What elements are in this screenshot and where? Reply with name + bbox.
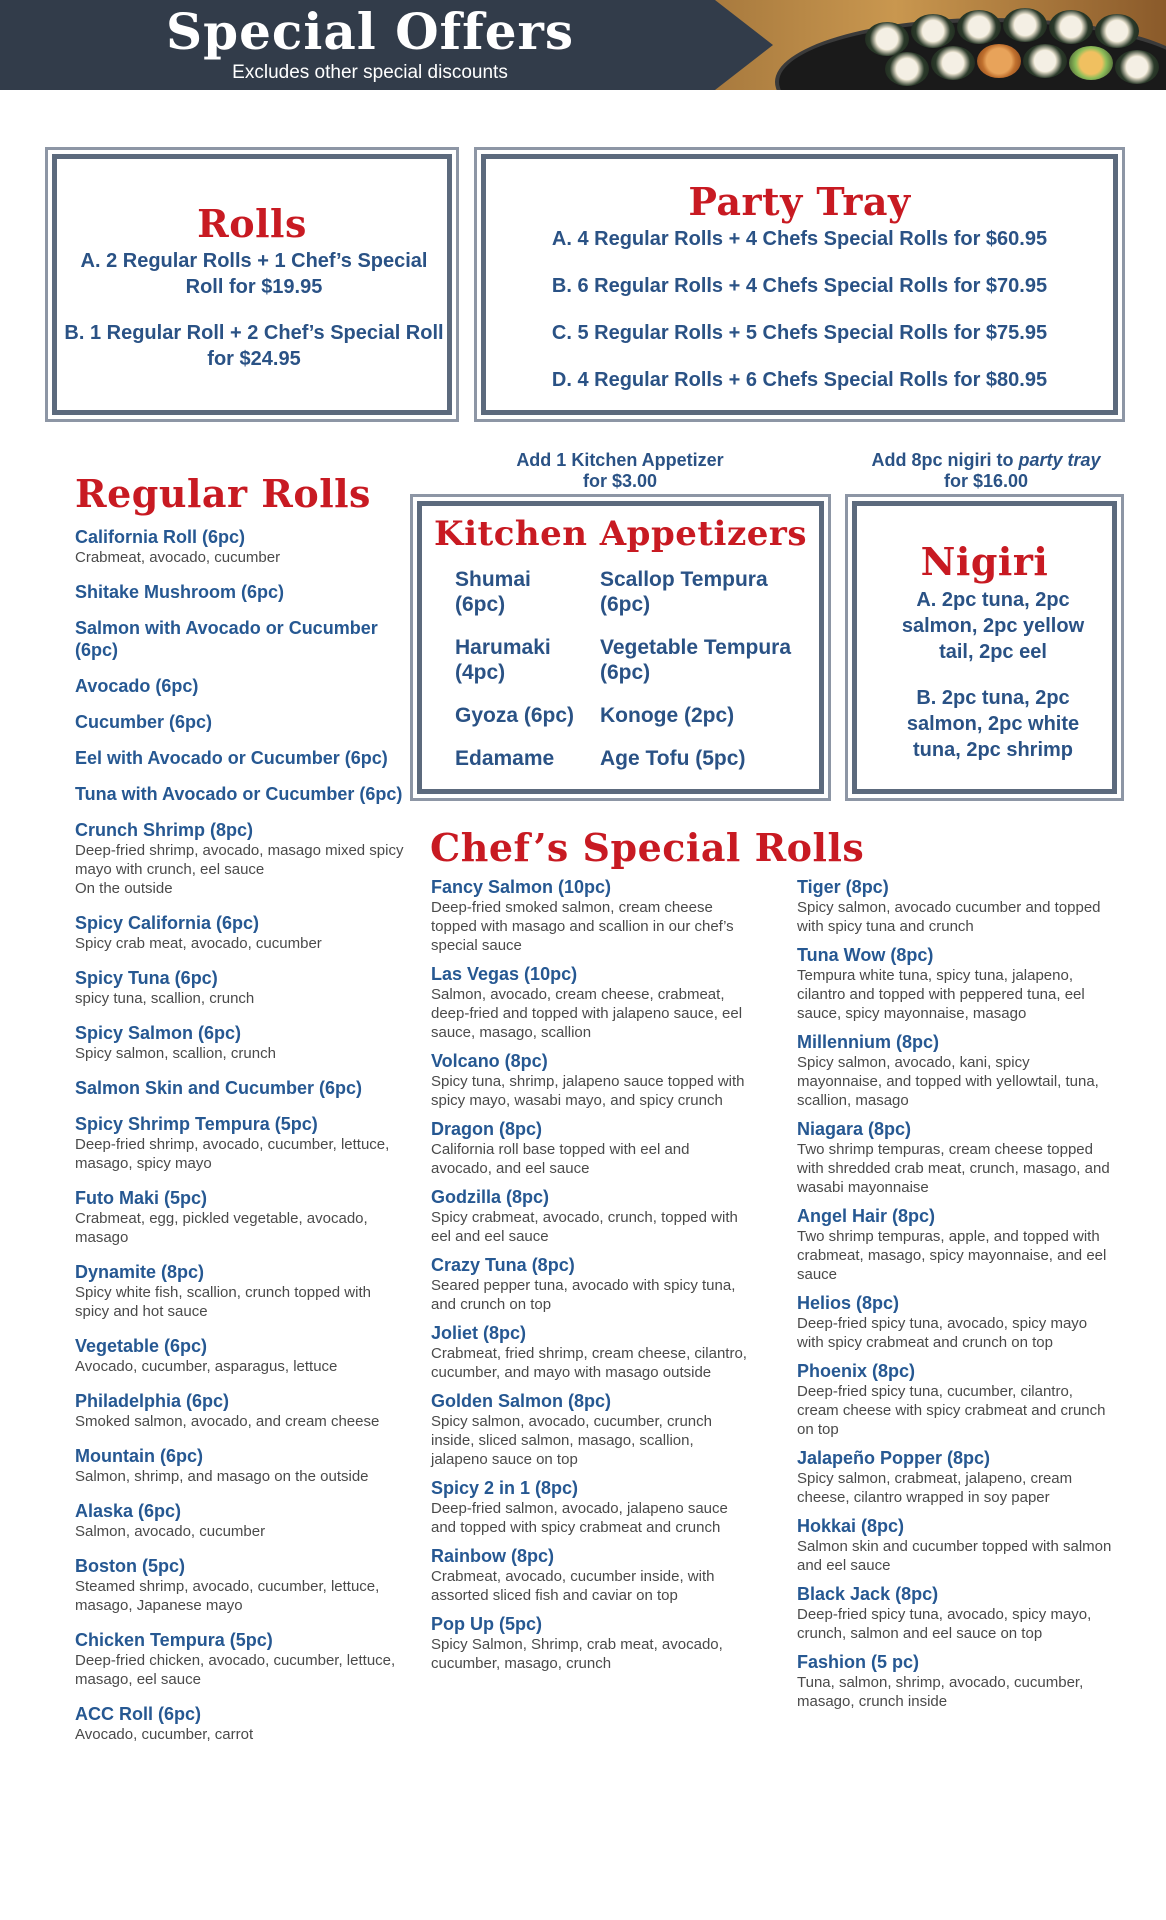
appetizer-addon-line1: Add 1 Kitchen Appetizer xyxy=(516,450,724,470)
chefs-special-right-list xyxy=(797,876,1112,1719)
menu-item-name: Vegetable (6pc) xyxy=(75,1336,208,1356)
menu-item-description: Deep-fried spicy tuna, avocado, spicy mayo with spicy crabmeat and crunch on top xyxy=(797,1315,1088,1351)
menu-item-name: Volcano (8pc) xyxy=(431,1051,548,1071)
menu-item-name: Cucumber (6pc) xyxy=(75,712,213,732)
menu-item xyxy=(797,1205,1112,1284)
menu-item-description: Salmon, shrimp, and masago on the outside xyxy=(75,1468,369,1485)
appetizer-addon-note xyxy=(490,450,750,492)
menu-item-name: Phoenix (8pc) xyxy=(797,1361,916,1381)
menu-item-name: Las Vegas (10pc) xyxy=(431,964,578,984)
menu-item xyxy=(75,1555,405,1615)
menu-item-description: Crabmeat, avocado, cucumber inside, with assorted sliced fish and caviar on top xyxy=(431,1568,715,1604)
menu-item-name: Dynamite (8pc) xyxy=(75,1262,205,1282)
menu-item xyxy=(75,1261,405,1321)
menu-item-name: Shitake Mushroom (6pc) xyxy=(75,582,285,602)
menu-item-name: Hokkai (8pc) xyxy=(797,1516,905,1536)
menu-item-name: Crazy Tuna (8pc) xyxy=(431,1255,575,1275)
menu-item xyxy=(75,1703,405,1744)
menu-item-name: Helios (8pc) xyxy=(797,1293,900,1313)
menu-item-description: Deep-fried chicken, avocado, cucumber, lettuce, masago, eel sauce xyxy=(75,1652,396,1688)
menu-item xyxy=(797,1031,1112,1110)
menu-item xyxy=(75,1113,405,1173)
menu-item xyxy=(75,783,405,805)
menu-item xyxy=(431,1186,751,1246)
party-offer-c: C. 5 Regular Rolls + 5 Chefs Special Rolls for $75.95 xyxy=(551,322,1048,344)
menu-item-description: California roll base topped with eel and avocado, and eel sauce xyxy=(431,1141,690,1177)
menu-item xyxy=(75,912,405,953)
chefs-special-title: Chef’s Special Rolls xyxy=(430,825,865,870)
menu-item xyxy=(431,1118,751,1178)
menu-item-name: Tuna Wow (8pc) xyxy=(797,945,934,965)
nigiri-offer-b: B. 2pc tuna, 2pc salmon, 2pc white tuna, 2pc shrimp xyxy=(906,687,1080,761)
kitchen-appetizers-box xyxy=(410,494,831,801)
appetizer-item: Age Tofu (5pc) xyxy=(600,747,746,770)
menu-item-name: Avocado (6pc) xyxy=(75,676,199,696)
menu-item xyxy=(797,944,1112,1023)
menu-item-description: Spicy tuna, shrimp, jalapeno sauce topped with spicy mayo, wasabi mayo, and spicy crunch xyxy=(431,1073,745,1109)
nigiri-box xyxy=(845,494,1124,801)
menu-item-name: Spicy Shrimp Tempura (5pc) xyxy=(75,1114,318,1134)
menu-item-description: Deep-fried smoked salmon, cream cheese topped with masago and scallion in our chef’s special sauce xyxy=(431,899,734,954)
menu-item xyxy=(75,617,405,661)
menu-item xyxy=(75,1077,405,1099)
menu-item-name: Rainbow (8pc) xyxy=(431,1546,555,1566)
menu-item-name: Joliet (8pc) xyxy=(431,1323,527,1343)
menu-item-description: Deep-fried shrimp, avocado, cucumber, lettuce, masago, spicy mayo xyxy=(75,1136,390,1172)
menu-item xyxy=(431,963,751,1042)
menu-item-description: Two shrimp tempuras, cream cheese topped with shredded crab meat, crunch, masago, and wasabi mayonnaise xyxy=(797,1141,1110,1196)
menu-item xyxy=(75,819,405,898)
menu-item xyxy=(797,1118,1112,1197)
menu-item xyxy=(75,967,405,1008)
menu-item-description: Crabmeat, egg, pickled vegetable, avocado, masago xyxy=(75,1210,368,1246)
menu-item xyxy=(75,1445,405,1486)
nigiri-addon-line2: for $16.00 xyxy=(943,471,1029,491)
menu-item-name: ACC Roll (6pc) xyxy=(75,1704,201,1724)
menu-item-name: California Roll (6pc) xyxy=(75,527,246,547)
menu-item-description: Spicy salmon, crabmeat, jalapeno, cream cheese, cilantro wrapped in soy paper xyxy=(797,1470,1073,1506)
chefs-special-left-list xyxy=(431,876,751,1681)
menu-item xyxy=(797,1651,1112,1711)
page-subtitle: Excludes other special discounts xyxy=(232,62,508,83)
menu-item-description: Crabmeat, fried shrimp, cream cheese, cilantro, cucumber, and mayo with masago outside xyxy=(431,1345,747,1381)
menu-item-description: Spicy salmon, avocado, cucumber, crunch inside, sliced salmon, masago, scallion, jalapeno sauce on top xyxy=(431,1413,712,1468)
menu-item xyxy=(75,711,405,733)
menu-item-name: Spicy California (6pc) xyxy=(75,913,260,933)
party-offer-d: D. 4 Regular Rolls + 6 Chefs Special Rolls for $80.95 xyxy=(551,369,1048,391)
nigiri-addon-note xyxy=(850,450,1122,492)
menu-item xyxy=(75,747,405,769)
regular-rolls-title: Regular Rolls xyxy=(75,471,371,516)
menu-item xyxy=(75,1390,405,1431)
header-banner xyxy=(0,0,1166,90)
menu-item xyxy=(797,1583,1112,1643)
menu-item-name: Fashion (5 pc) xyxy=(797,1652,920,1672)
menu-item xyxy=(75,581,405,603)
menu-item xyxy=(797,1360,1112,1439)
menu-item-name: Angel Hair (8pc) xyxy=(797,1206,936,1226)
page-title: Special Offers xyxy=(166,2,574,61)
appetizer-item: Gyoza (6pc) xyxy=(455,704,575,727)
menu-item-name: Boston (5pc) xyxy=(75,1556,185,1576)
menu-item xyxy=(75,1022,405,1063)
menu-item xyxy=(431,876,751,955)
menu-item xyxy=(797,1515,1112,1575)
menu-item-description: Tempura white tuna, spicy tuna, jalapeno, cilantro and topped with peppered tuna, eel sauce, spicy mayonnaise, masago xyxy=(797,967,1085,1022)
menu-item xyxy=(431,1613,751,1673)
menu-item-name: Godzilla (8pc) xyxy=(431,1187,550,1207)
menu-item-name: Tiger (8pc) xyxy=(797,877,889,897)
appetizer-item: Konoge (2pc) xyxy=(600,704,735,727)
menu-item-name: Alaska (6pc) xyxy=(75,1501,182,1521)
appetizer-addon-line2: for $3.00 xyxy=(582,471,658,491)
kitchen-appetizers-title: Kitchen Appetizers xyxy=(434,514,807,554)
menu-item-name: Black Jack (8pc) xyxy=(797,1584,939,1604)
menu-item-description: Deep-fried shrimp, avocado, masago mixed spicy mayo with crunch, eel sauce On the outside xyxy=(75,842,404,897)
menu-item-name: Golden Salmon (8pc) xyxy=(431,1391,612,1411)
menu-item-description: Spicy crabmeat, avocado, crunch, topped with eel and eel sauce xyxy=(431,1209,738,1245)
rolls-offer-box xyxy=(45,147,459,422)
menu-item-description: Spicy salmon, avocado cucumber and topped with spicy tuna and crunch xyxy=(797,899,1101,935)
menu-item xyxy=(431,1477,751,1537)
menu-item xyxy=(75,526,405,567)
nigiri-title: Nigiri xyxy=(920,539,1049,584)
menu-item-name: Futo Maki (5pc) xyxy=(75,1188,208,1208)
party-offer-a: A. 4 Regular Rolls + 4 Chefs Special Rolls for $60.95 xyxy=(551,228,1048,250)
menu-item-name: Spicy Salmon (6pc) xyxy=(75,1023,242,1043)
menu-item-description: Two shrimp tempuras, apple, and topped with crabmeat, masago, spicy mayonnaise, and eel sauce xyxy=(797,1228,1107,1283)
menu-item-description: Crabmeat, avocado, cucumber xyxy=(75,549,281,566)
menu-item-description: spicy tuna, scallion, crunch xyxy=(75,990,255,1007)
appetizer-item: Shumai (6pc) xyxy=(455,568,531,616)
nigiri-addon-prefix: Add 8pc nigiri to xyxy=(871,450,1019,470)
menu-item-name: Salmon with Avocado or Cucumber (6pc) xyxy=(75,618,378,660)
menu-item-name: Salmon Skin and Cucumber (6pc) xyxy=(75,1078,363,1098)
menu-item-name: Spicy Tuna (6pc) xyxy=(75,968,218,988)
menu-item-description: Deep-fried spicy tuna, cucumber, cilantro, cream cheese with spicy crabmeat and crunch on top xyxy=(797,1383,1106,1438)
menu-item-description: Spicy crab meat, avocado, cucumber xyxy=(75,935,322,952)
nigiri-addon-italic: party tray xyxy=(1018,450,1101,470)
menu-item-name: Mountain (6pc) xyxy=(75,1446,203,1466)
party-tray-box xyxy=(474,147,1125,422)
menu-item xyxy=(797,1447,1112,1507)
menu-item xyxy=(431,1322,751,1382)
appetizer-item: Scallop Tempura (6pc) xyxy=(600,568,768,616)
menu-item-description: Avocado, cucumber, carrot xyxy=(75,1726,254,1743)
menu-item-description: Salmon skin and cucumber topped with salmon and eel sauce xyxy=(797,1538,1112,1574)
menu-item xyxy=(431,1390,751,1469)
appetizer-item: Edamame xyxy=(455,747,555,770)
menu-item-name: Philadelphia (6pc) xyxy=(75,1391,230,1411)
menu-item-description: Seared pepper tuna, avocado with spicy tuna, and crunch on top xyxy=(431,1277,736,1313)
menu-item-name: Fancy Salmon (10pc) xyxy=(431,877,612,897)
menu-item-description: Spicy salmon, avocado, kani, spicy mayonnaise, and topped with yellowtail, tuna, scallion, masago xyxy=(797,1054,1099,1109)
menu-item-description: Tuna, salmon, shrimp, avocado, cucumber, masago, crunch inside xyxy=(797,1674,1084,1710)
menu-item xyxy=(75,1500,405,1541)
menu-item-description: Deep-fried spicy tuna, avocado, spicy mayo, crunch, salmon and eel sauce on top xyxy=(797,1606,1092,1642)
party-offer-b: B. 6 Regular Rolls + 4 Chefs Special Rolls for $70.95 xyxy=(551,275,1048,297)
menu-item xyxy=(431,1050,751,1110)
menu-item-name: Spicy 2 in 1 (8pc) xyxy=(431,1478,579,1498)
menu-item xyxy=(75,675,405,697)
menu-item-description: Spicy white fish, scallion, crunch topped with spicy and hot sauce xyxy=(75,1284,371,1320)
menu-item-name: Jalapeño Popper (8pc) xyxy=(797,1448,991,1468)
menu-item-name: Chicken Tempura (5pc) xyxy=(75,1630,273,1650)
menu-item-description: Steamed shrimp, avocado, cucumber, lettuce, masago, Japanese mayo xyxy=(75,1578,380,1614)
menu-item-description: Spicy Salmon, Shrimp, crab meat, avocado, cucumber, masago, crunch xyxy=(431,1636,723,1672)
menu-item-name: Niagara (8pc) xyxy=(797,1119,912,1139)
menu-item-name: Millennium (8pc) xyxy=(797,1032,940,1052)
menu-item xyxy=(797,1292,1112,1352)
menu-item-description: Smoked salmon, avocado, and cream cheese xyxy=(75,1413,380,1430)
rolls-title: Rolls xyxy=(197,201,307,246)
regular-rolls-list xyxy=(75,526,405,1758)
appetizer-item: Vegetable Tempura (6pc) xyxy=(600,636,792,684)
menu-item-name: Dragon (8pc) xyxy=(431,1119,543,1139)
party-tray-title: Party Tray xyxy=(688,179,911,224)
menu-item-description: Avocado, cucumber, asparagus, lettuce xyxy=(75,1358,338,1375)
appetizer-item: Harumaki (4pc) xyxy=(455,636,551,684)
menu-item xyxy=(431,1254,751,1314)
menu-item-name: Tuna with Avocado or Cucumber (6pc) xyxy=(75,784,403,804)
sushi-tray-photo xyxy=(715,0,1166,90)
menu-item-name: Crunch Shrimp (8pc) xyxy=(75,820,254,840)
rolls-offer-b: B. 1 Regular Roll + 2 Chef’s Special Roll for $24.95 xyxy=(64,322,444,370)
menu-item-name: Pop Up (5pc) xyxy=(431,1614,542,1634)
menu-item xyxy=(75,1187,405,1247)
menu-item-description: Salmon, avocado, cucumber xyxy=(75,1523,266,1540)
menu-item-description: Salmon, avocado, cream cheese, crabmeat, deep-fried and topped with jalapeno sauce, eel sauce, masago, scallion xyxy=(431,986,743,1041)
menu-item xyxy=(75,1629,405,1689)
menu-item-name: Eel with Avocado or Cucumber (6pc) xyxy=(75,748,388,768)
menu-item-description: Deep-fried salmon, avocado, jalapeno sauce and topped with spicy crabmeat and crunch xyxy=(431,1500,728,1536)
nigiri-addon-line1 xyxy=(850,450,1122,471)
menu-item xyxy=(431,1545,751,1605)
menu-item xyxy=(75,1335,405,1376)
appetizer-grid xyxy=(455,567,825,789)
nigiri-offer-a: A. 2pc tuna, 2pc salmon, 2pc yellow tail, 2pc eel xyxy=(901,589,1085,663)
menu-item xyxy=(797,876,1112,936)
rolls-offer-a: A. 2 Regular Rolls + 1 Chef’s Special Roll for $19.95 xyxy=(80,250,428,298)
menu-item-description: Spicy salmon, scallion, crunch xyxy=(75,1045,276,1062)
